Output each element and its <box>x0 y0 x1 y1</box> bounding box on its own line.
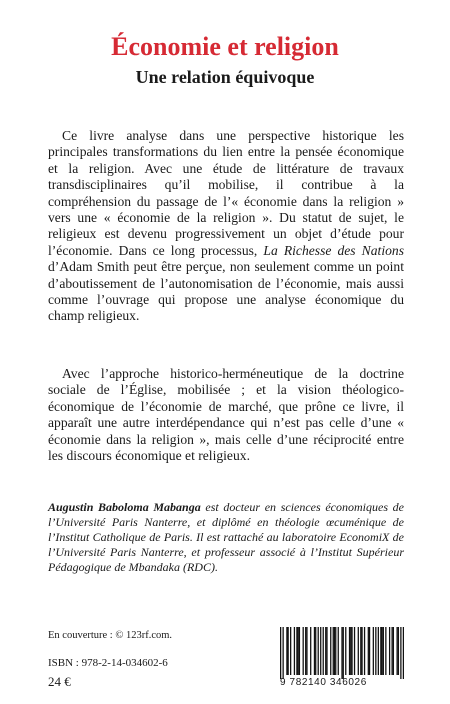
barcode-bar <box>378 627 379 675</box>
barcode-bar <box>335 627 336 675</box>
isbn: ISBN : 978-2-14-034602-6 <box>48 657 168 669</box>
author-bio-text: est docteur en sciences économiques de l’Université Paris Nanterre, et diplômé en théologie œcuménique de l’Institut Catholique de Paris. Il est rattaché au laboratoire EconomiX de l’Université Paris Nanterre, et professeur associé à l’Institut Supérieur Pédagogique de Mbandaka (RDC). <box>48 500 404 574</box>
barcode-bar <box>303 627 304 675</box>
barcode-bar <box>325 627 326 675</box>
barcode-bar <box>364 627 365 675</box>
barcode-bar <box>393 627 394 675</box>
barcode-bar <box>296 627 297 675</box>
barcode-bar <box>338 627 339 675</box>
barcode-bar <box>349 627 350 675</box>
barcode-bar <box>288 627 289 675</box>
blurb-paragraph-1 <box>48 128 404 325</box>
barcode-bar <box>373 627 374 675</box>
barcode-bar <box>299 627 300 675</box>
barcode-bar <box>280 627 281 679</box>
barcode-bar <box>286 627 287 675</box>
blurb-p1-work-title: La Richesse des Nations <box>263 242 404 258</box>
blurb-p1-part-b: d’Adam Smith peut être perçue, non seulement comme un point d’aboutissement de l’autonomisation de l’économie, mais aussi comme l’ouvrage qui propose une analyse économique du champ religieux. <box>48 259 404 324</box>
barcode-bars <box>280 627 404 679</box>
barcode-bar <box>306 627 307 675</box>
barcode-bar <box>298 627 299 675</box>
barcode-bar <box>375 627 376 675</box>
barcode-bar <box>380 627 381 675</box>
barcode-bar <box>369 627 370 675</box>
barcode-bar <box>391 627 392 675</box>
barcode-bar <box>320 627 321 675</box>
barcode-bar <box>358 627 359 675</box>
barcode-bar <box>396 627 397 675</box>
price: 24 € <box>48 674 71 689</box>
barcode-bar <box>403 627 404 679</box>
barcode-bar <box>315 627 316 675</box>
barcode-bar <box>323 627 324 675</box>
barcode-bar <box>334 627 335 675</box>
barcode-bar <box>354 627 355 675</box>
author-bio <box>48 500 404 575</box>
barcode-bar <box>326 627 327 675</box>
barcode-bar <box>400 627 401 679</box>
blurb-paragraph-2: Avec l’approche historico-herméneutique de la doctrine sociale de l’Église, mobilisée ; et la vision théologico-économique de l’économie de marché, que prône ce livre, il apparaît une autre interdépendance qui n’est pas celle d’une « économie dans la religion », mais celle d’une réciprocité entre les discours économique et religieux. <box>48 366 404 464</box>
book-title: Économie et religion <box>111 32 339 61</box>
barcode-bar <box>360 627 361 675</box>
barcode-bar <box>398 627 399 675</box>
barcode-digits: 9 782140 346026 <box>280 677 367 688</box>
barcode-bar <box>350 627 351 675</box>
barcode-bar <box>341 627 342 679</box>
barcode-bar <box>290 627 291 675</box>
author-name: Augustin Baboloma Mabanga <box>48 500 201 514</box>
barcode-bar <box>361 627 362 675</box>
barcode-bar <box>345 627 346 675</box>
barcode-bar <box>294 627 295 675</box>
barcode-bar <box>381 627 382 675</box>
barcode-bar <box>330 627 331 675</box>
barcode-bar <box>368 627 369 675</box>
barcode-bar <box>351 627 352 675</box>
barcode-bar <box>283 627 284 679</box>
book-subtitle: Une relation équivoque <box>135 67 315 87</box>
barcode-bar <box>305 627 306 675</box>
cover-credit: En couverture : © 123rf.com. <box>48 630 173 641</box>
barcode <box>280 627 404 689</box>
barcode-bar <box>314 627 315 675</box>
barcode-bar <box>383 627 384 675</box>
barcode-bar <box>389 627 390 675</box>
barcode-bar <box>385 627 386 675</box>
barcode-bar <box>333 627 334 675</box>
blurb-p1-part-a: Ce livre analyse dans une perspective historique les principales transformations du lien entre la pensée économique et la religion. Avec une étude de littérature de travaux transdisciplinaires qu’il mobilise, il contribue à la compréhension du passage de l’« économie dans la religion » vers une « économie de la religion ». Du statut de sujet, le religieux est devenu progressivement un objet d’étude pour l’économie. Dans ce long processus, <box>48 128 404 258</box>
barcode-bar <box>318 627 319 675</box>
barcode-bar <box>310 627 311 675</box>
barcode-bar <box>343 627 344 679</box>
